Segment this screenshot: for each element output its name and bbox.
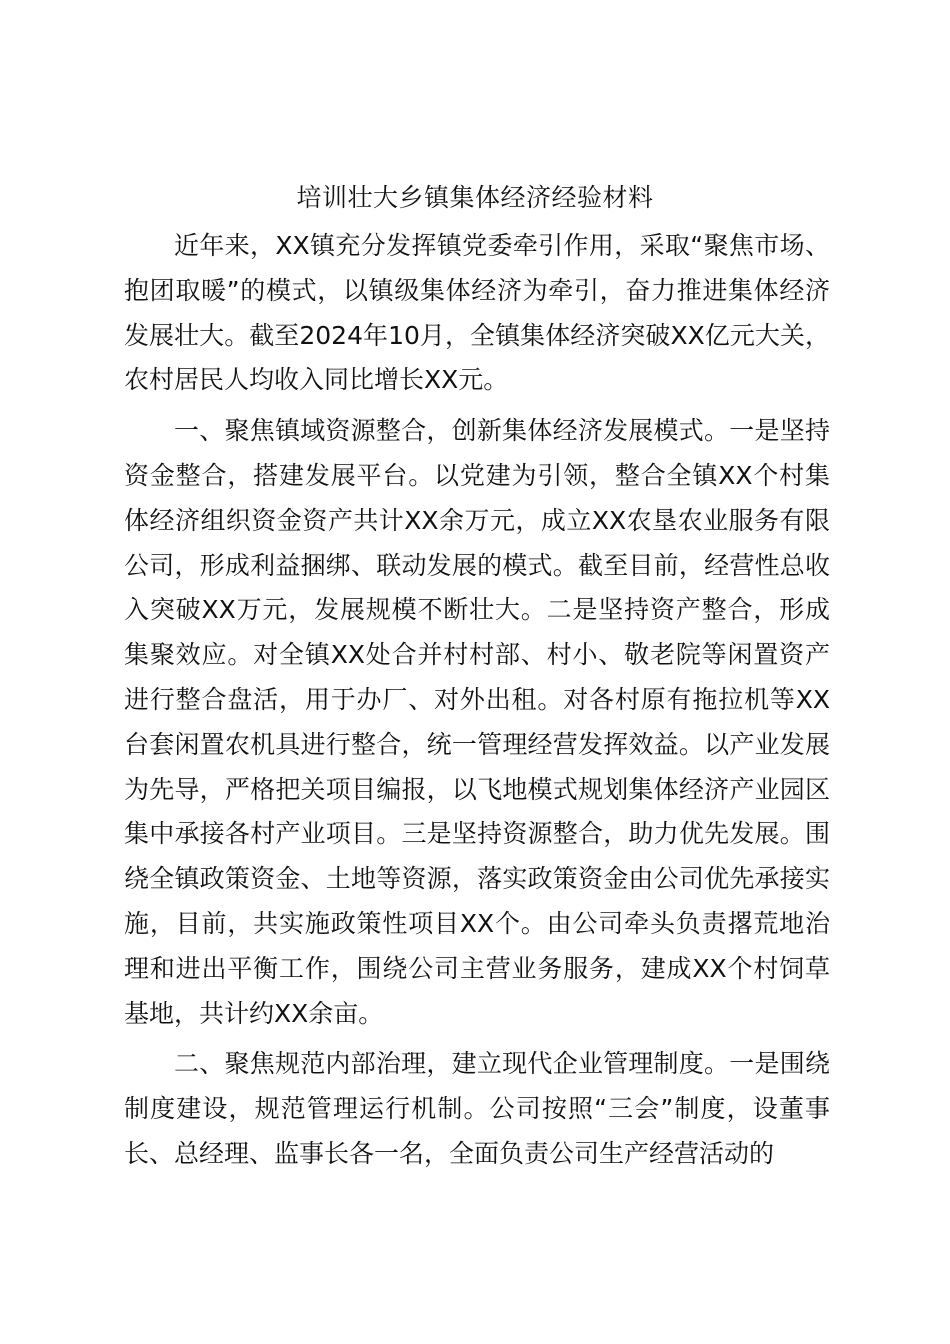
document-title: 培训壮大乡镇集体经济经验材料: [296, 183, 654, 212]
paragraph-intro: 近年来，XX镇充分发挥镇党委牵引作用，采取“聚焦市场、抱团取暖”的模式，以镇级集体经济为牵引，奋力推进集体经济发展壮大。截至2024年10月，全镇集体经济突破XX亿元大关，农村居民人均收入同比增长XX元。: [124, 231, 830, 395]
paragraph-section-2: 二、聚焦规范内部治理，建立现代企业管理制度。一是围绕制度建设，规范管理运行机制。公司按照“三会”制度，设董事长、总经理、监事长各一名，全面负责公司生产经营活动的: [124, 1049, 830, 1168]
document-body: [124, 224, 830, 1177]
paragraph-section-1: 一、聚焦镇域资源整合，创新集体经济发展模式。一是坚持资金整合，搭建发展平台。以党建为引领，整合全镇XX个村集体经济组织资金资产共计XX余万元，成立XX农垦农业服务有限公司，形成利益捆绑、联动发展的模式。截至目前，经营性总收入突破XX万元，发展规模不断壮大。二是坚持资产整合，形成集聚效应。对全镇XX处合并村村部、村小、敬老院等闲置资产进行整合盘活，用于办厂、对外出租。对各村原有拖拉机等XX台套闲置农机具进行整合，统一管理经营发挥效益。以产业发展为先导，严格把关项目编报，以飞地模式规划集体经济产业园区集中承接各村产业项目。三是坚持资源整合，助力优先发展。围绕全镇政策资金、土地等资源，落实政策资金由公司优先承接实施，目前，共实施政策性项目XX个。由公司牵头负责撂荒地治理和进出平衡工作，围绕公司主营业务服务，建成XX个村饲草基地，共计约XX余亩。: [124, 416, 830, 1028]
